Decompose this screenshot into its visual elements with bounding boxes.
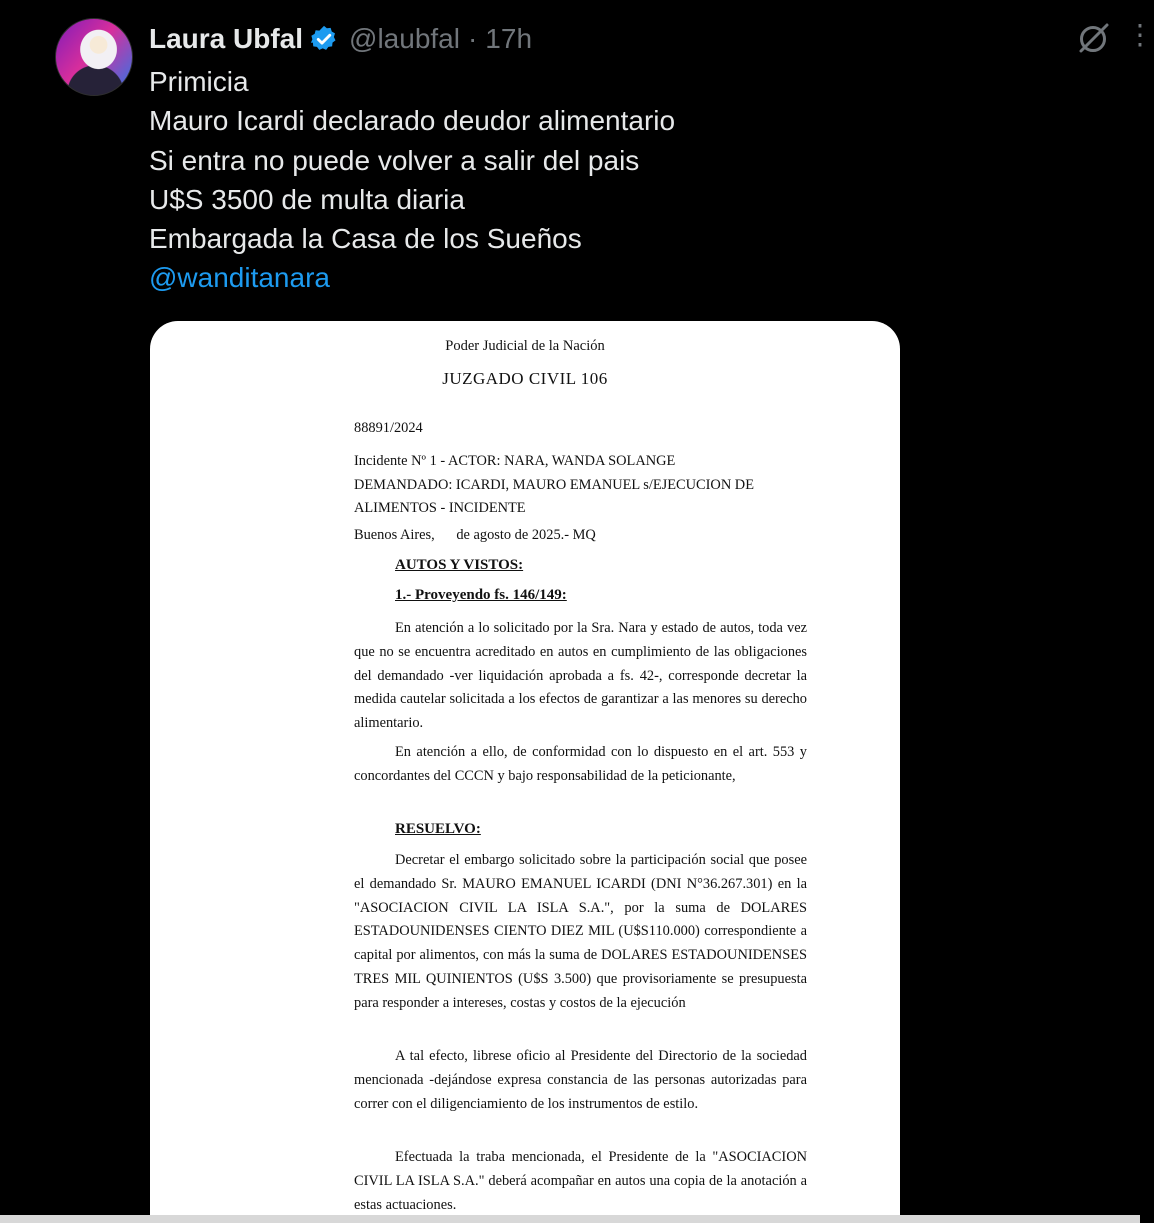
heading-autos: AUTOS Y VISTOS: (395, 557, 524, 573)
court-document (150, 321, 900, 1221)
document-reference: 88891/2024 (354, 420, 423, 436)
tweet-image[interactable] (150, 321, 900, 1221)
document-paragraph: A tal efecto, librese oficio al Presidente del Directorio de la sociedad mencionada -dejándose expresa constancia de las personas autorizadas para correr con el diligenciamiento de los instrumentos de estilo. (354, 1048, 807, 1112)
tweet-line: Primicia (149, 66, 249, 97)
author-handle[interactable]: @laubfal (349, 23, 460, 54)
more-icon[interactable]: ⋮ (1126, 19, 1154, 50)
tweet-line: Mauro Icardi declarado deudor alimentario (149, 105, 676, 137)
document-header: JUZGADO CIVIL 106 (442, 369, 608, 388)
author-name[interactable]: Laura Ubfal (149, 23, 304, 54)
document-incident (354, 450, 807, 521)
author-row (149, 22, 532, 56)
incident-line: DEMANDADO: ICARDI, MAURO EMANUEL s/EJECUCION DE (354, 476, 754, 493)
verified-badge-icon (309, 24, 339, 54)
document-court: Poder Judicial de la Nación (445, 338, 605, 354)
heading-proveyendo: 1.- Proveyendo fs. 146/149: (395, 587, 567, 603)
avatar[interactable] (55, 18, 133, 96)
incident-line: ALIMENTOS - INCIDENTE (354, 500, 526, 517)
heading-resuelvo: RESUELVO: (395, 821, 481, 837)
document-paragraph: En atención a ello, de conformidad con lo dispuesto en el art. 553 y concordantes del CCCN y bajo responsabilidad de la peticionante, (354, 744, 807, 784)
grok-icon[interactable] (1076, 20, 1112, 56)
document-date: Buenos Aires, de agosto de 2025.- MQ (354, 527, 596, 543)
document-paragraph: Efectuada la traba mencionada, el Presidente de la "ASOCIACION CIVIL LA ISLA S.A." deberá acompañar en autos una copia de la anotación a estas actuaciones. (354, 1149, 807, 1213)
tweet-line: Si entra no puede volver a salir del pais (149, 144, 640, 176)
tweet-line: U$S 3500 de multa diaria (149, 183, 465, 215)
incident-line: Incidente Nº 1 - ACTOR: NARA, WANDA SOLANGE (354, 453, 676, 469)
timestamp[interactable]: 17h (485, 23, 533, 54)
separator-dot: · (467, 23, 478, 54)
mention-link[interactable]: @wanditanara (149, 262, 330, 294)
document-paragraph: Decretar el embargo solicitado sobre la participación social que posee el demandado Sr. MAURO EMANUEL ICARDI (DNI N°36.267.301) en la "ASOCIACION CIVIL LA ISLA S.A.", por la suma de DOLARES ESTADOUNIDENSES CIENTO DIEZ MIL (U$S110.000) correspondiente a capital por alimentos, con más la suma de DOLARES ESTADOUNIDENSES TRES MIL QUINIENTOS (U$S 3.500) que provisoriamente se presupuesta para responder a intereses, costas y costos de la ejecución (354, 852, 807, 1011)
tweet-line: Embargada la Casa de los Sueños (149, 223, 582, 255)
document-paragraph: En atención a lo solicitado por la Sra. Nara y estado de autos, toda vez que no se encuentra acreditado en autos en cumplimiento de las obligaciones del demandado -ver liquidación aprobada a fs. 42-, corresponde decretar la medida cautelar solicitada a los efectos de garantizar a las menores su derecho alimentario. (354, 620, 807, 732)
tweet-text (149, 62, 909, 298)
